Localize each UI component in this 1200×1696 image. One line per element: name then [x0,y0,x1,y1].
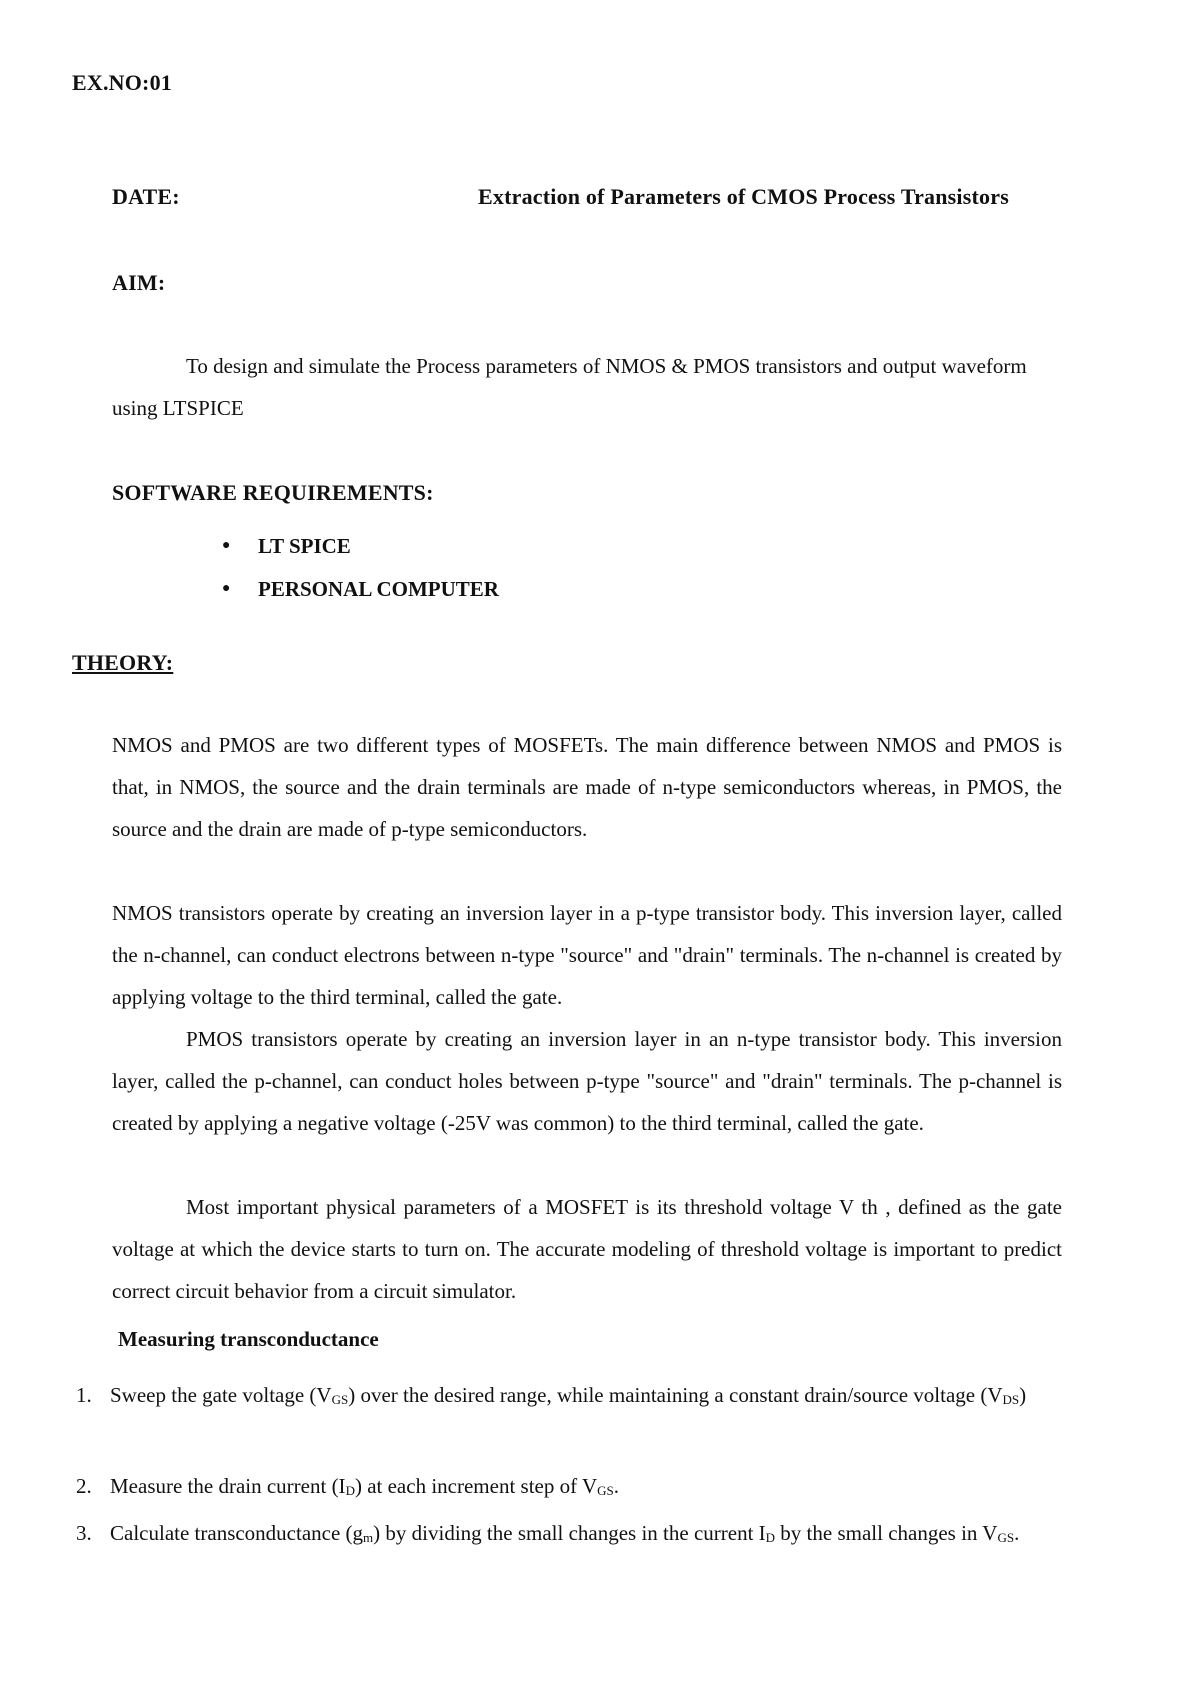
software-item-personal-computer: ● PERSONAL COMPUTER [222,568,822,610]
bullet-icon: ● [222,581,231,596]
list-item: 3. Calculate transconductance $(g_m)$ by dividing the small changes in the current $I_D$ by the small changes in $V_{GS}$. [76,1521,1020,1545]
list-item: 2. Measure the drain current $(I_D)$ at each increment step of $V_{GS}$. [76,1474,620,1498]
experiment-number: EX.NO:01 [72,70,172,95]
list-item: 1. Sweep the gate voltage $(V_{GS})$ over the desired range, while maintaining a constant drain/source voltage $(V_{DS})$ [76,1383,1027,1407]
document-title: Extraction of Parameters of CMOS Process Transistors [478,184,1009,209]
transconductance-heading: Measuring transconductance [118,1327,379,1351]
theory-paragraph-4: Most important physical parameters of a MOSFET is its threshold voltage V th , defined as the gate voltage at which the device starts to turn on. The accurate modeling of threshold voltage is important to predict correct circuit behavior from a circuit simulator. [112,1195,1062,1303]
aim-label: AIM: [112,270,166,295]
theory-paragraph-2: NMOS transistors operate by creating an inversion layer in a p-type transistor body. This inversion layer, called the n-channel, can conduct electrons between n-type "source" and "drain" terminals. The n-channel is created by applying voltage to the third terminal, called the gate. [112,901,1062,1009]
bullet-icon: ● [222,538,231,553]
theory-label: THEORY: [72,650,174,675]
software-requirements-label: SOFTWARE REQUIREMENTS: [112,480,434,505]
aim-text: To design and simulate the Process parameters of NMOS & PMOS transistors and output waveform using LTSPICE [112,354,1027,420]
theory-paragraph-1: NMOS and PMOS are two different types of MOSFETs. The main difference between NMOS and PMOS is that, in NMOS, the source and the drain terminals are made of n-type semiconductors whereas, in PMOS, the source and the drain are made of p-type semiconductors. [112,733,1062,841]
theory-paragraph-3: PMOS transistors operate by creating an inversion layer in an n-type transistor body. This inversion layer, called the p-channel, can conduct holes between p-type "source" and "drain" terminals. The p-channel is created by applying a negative voltage (-25V was common) to the third terminal, called the gate. [112,1027,1062,1135]
date-label: DATE: [112,184,180,209]
software-item-ltspice: ● LT SPICE [222,525,822,567]
